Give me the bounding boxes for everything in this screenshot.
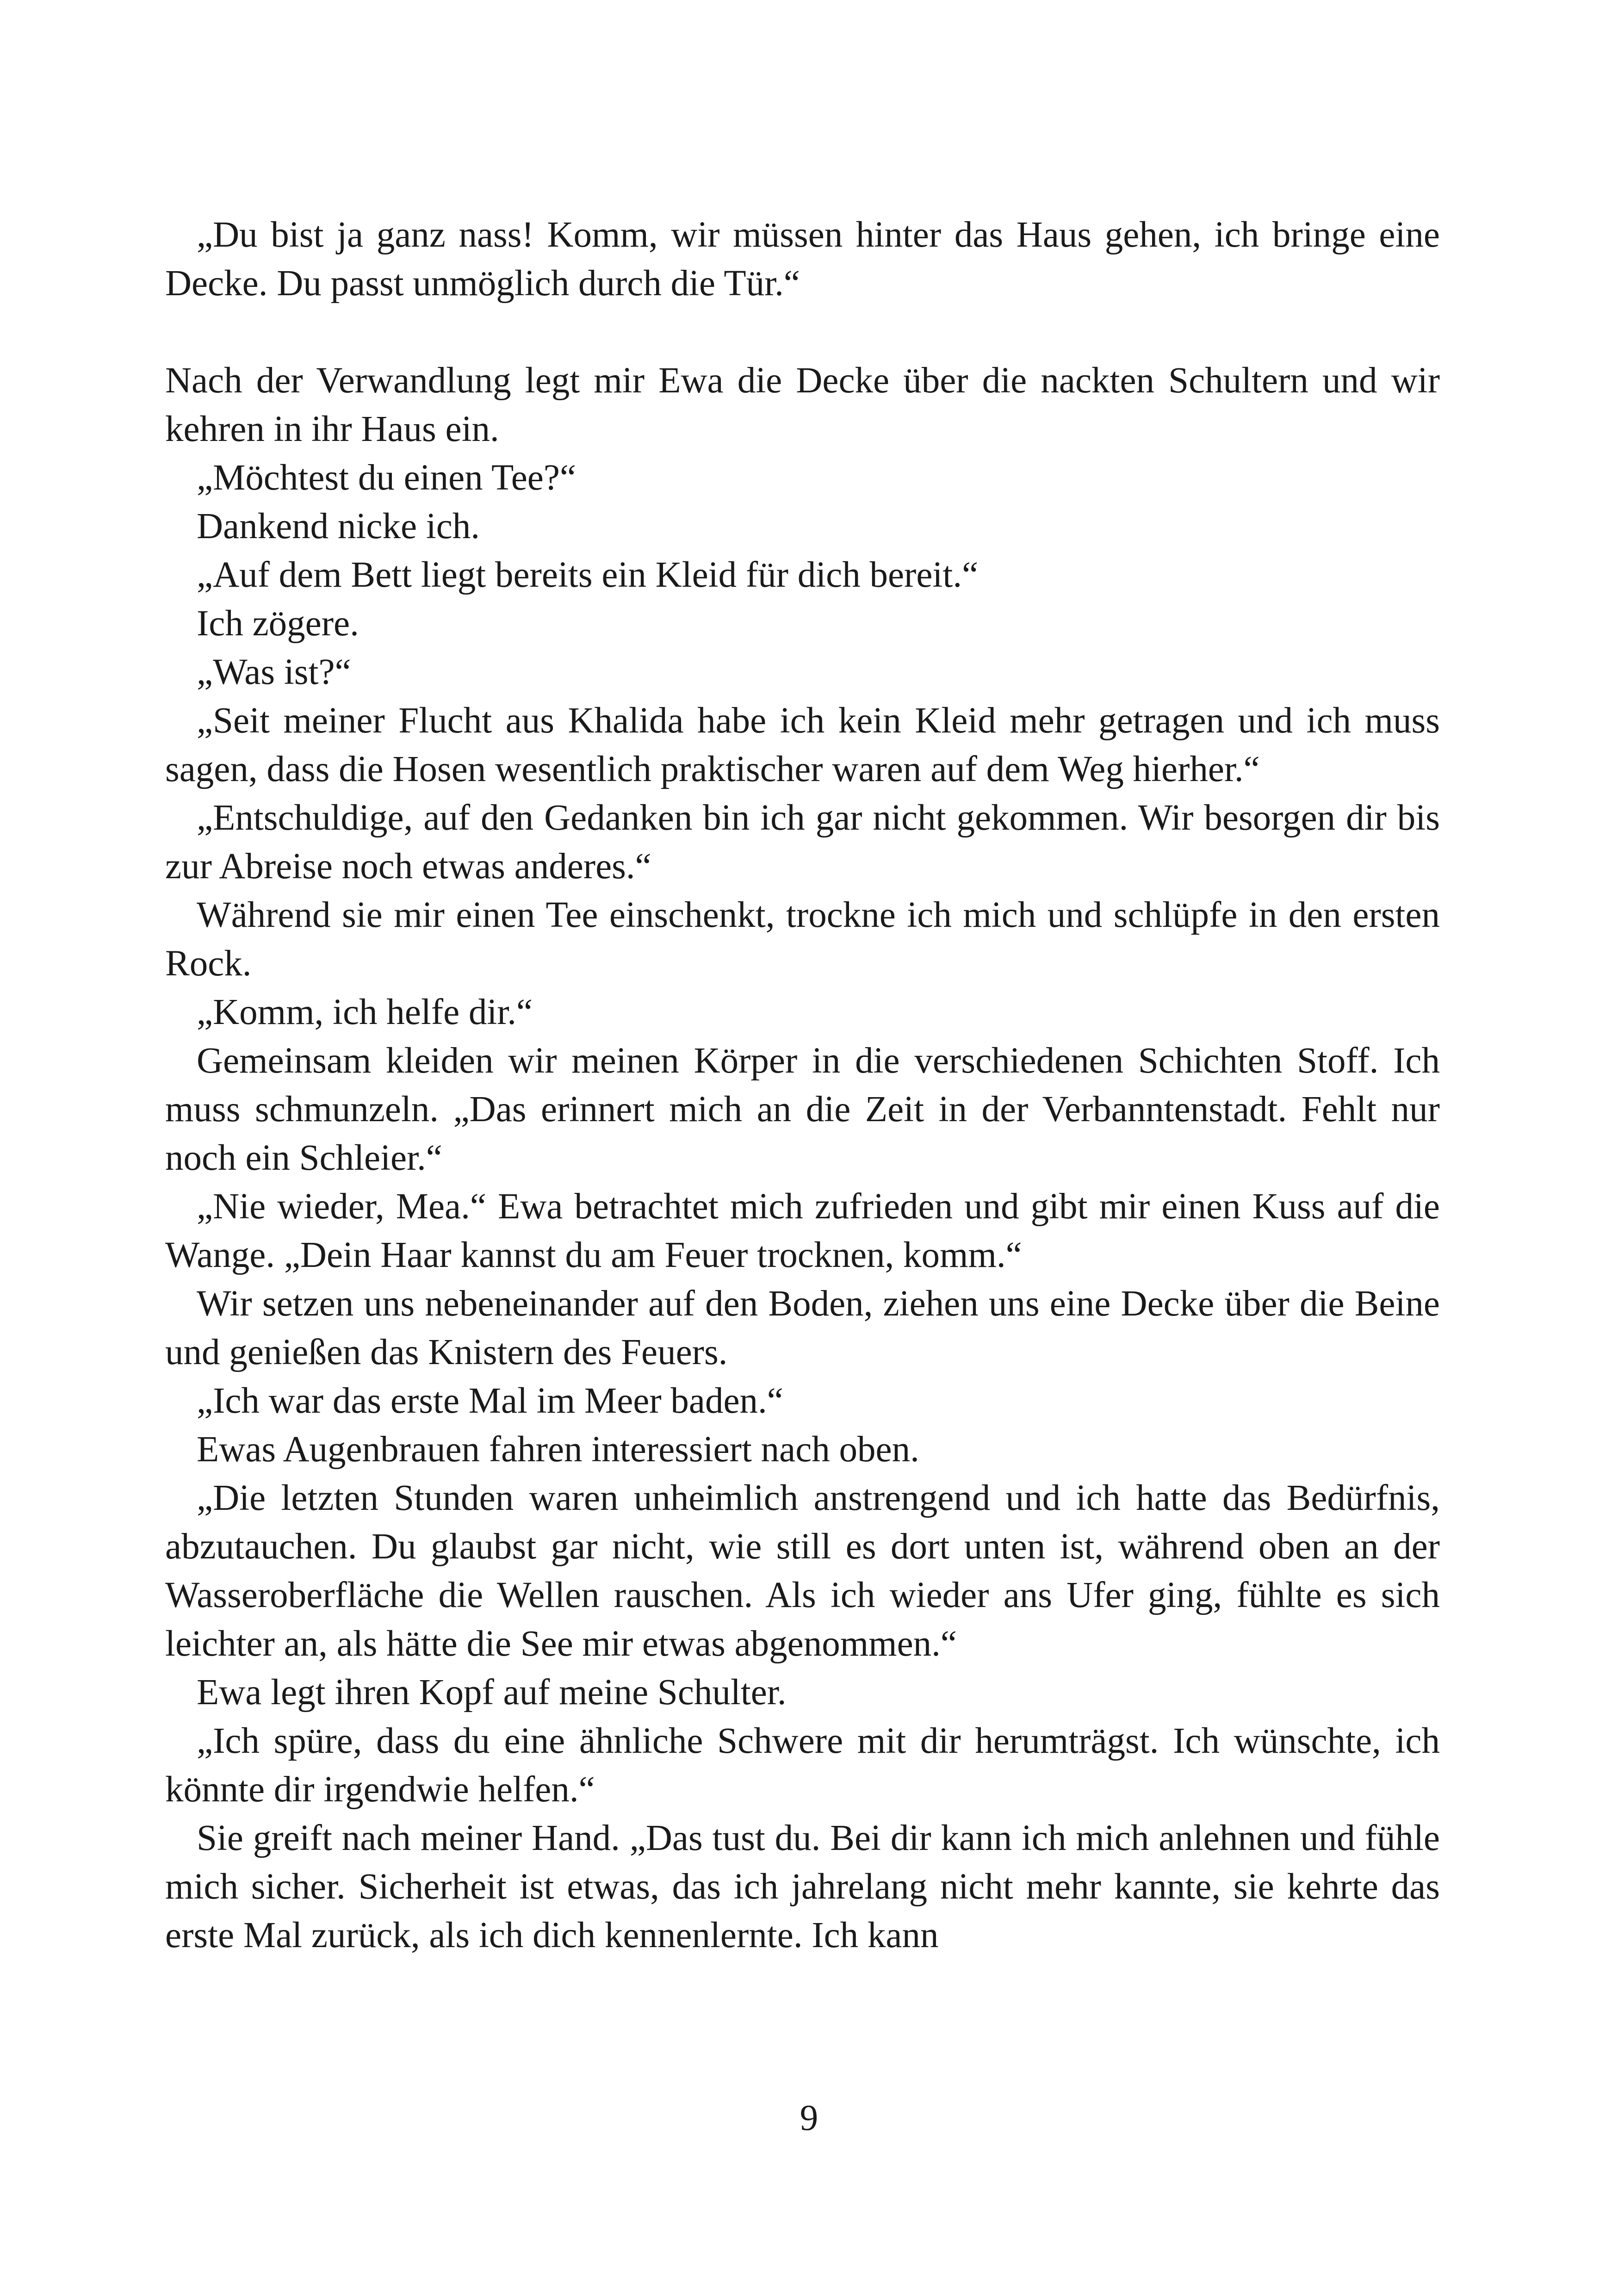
paragraph: Wir setzen uns nebeneinander auf den Boden, ziehen uns eine Decke über die Beine und genießen das Knistern des Feuers. [165, 1284, 1440, 1372]
paragraph: Dankend nicke ich. [197, 506, 480, 546]
paragraph: „Die letzten Stunden waren unheimlich anstrengend und ich hatte das Bedürfnis, abzutauchen. Du glaubst gar nicht, wie still es dort unten ist, während oben an der Wasseroberfläche die Wellen rauschen. Als ich wieder ans Ufer ging, fühlte es sich leichter an, als hätte die See mir etwas abgenommen.“ [165, 1478, 1440, 1664]
paragraph: „Ich war das erste Mal im Meer baden.“ [197, 1381, 783, 1421]
paragraph: „Was ist?“ [197, 652, 351, 692]
page-body [165, 211, 1440, 1960]
paragraph: Ewas Augenbrauen fahren interessiert nach oben. [197, 1429, 919, 1470]
paragraph: „Du bist ja ganz nass! Komm, wir müssen hinter das Haus gehen, ich bringe eine Decke. Du passt unmöglich durch die Tür.“ [165, 215, 1440, 304]
page-number: 9 [800, 2098, 818, 2138]
paragraph: „Komm, ich helfe dir.“ [197, 992, 533, 1032]
paragraph: Ich zögere. [197, 603, 359, 644]
paragraph: „Ich spüre, dass du eine ähnliche Schwere mit dir herumträgst. Ich wünschte, ich könnte dir irgendwie helfen.“ [165, 1721, 1440, 1810]
paragraph: Nach der Verwandlung legt mir Ewa die Decke über die nackten Schultern und wir kehren in ihr Haus ein. [165, 360, 1440, 449]
paragraph: Ewa legt ihren Kopf auf meine Schulter. [197, 1672, 787, 1713]
paragraph: „Seit meiner Flucht aus Khalida habe ich kein Kleid mehr getragen und ich muss sagen, dass die Hosen wesentlich praktischer waren auf dem Weg hierher.“ [165, 701, 1440, 789]
paragraph: „Nie wieder, Mea.“ Ewa betrachtet mich zufrieden und gibt mir einen Kuss auf die Wange. „Dein Haar kannst du am Feuer trocknen, komm.“ [165, 1186, 1440, 1275]
paragraph: Gemeinsam kleiden wir meinen Körper in die verschiedenen Schichten Stoff. Ich muss schmunzeln. „Das erinnert mich an die Zeit in der Verbanntenstadt. Fehlt nur noch ein Schleier.“ [165, 1041, 1440, 1178]
paragraph: „Auf dem Bett liegt bereits ein Kleid für dich bereit.“ [197, 555, 979, 595]
paragraph: Während sie mir einen Tee einschenkt, trockne ich mich und schlüpfe in den ersten Rock. [165, 895, 1440, 984]
paragraph: Sie greift nach meiner Hand. „Das tust du. Bei dir kann ich mich anlehnen und fühle mich sicher. Sicherheit ist etwas, das ich jahrelang nicht mehr kannte, sie kehrte das erste Mal zurück, als ich dich kennenlernte. Ich kann [165, 1818, 1440, 1955]
paragraph: „Entschuldige, auf den Gedanken bin ich gar nicht gekommen. Wir besorgen dir bis zur Abreise noch etwas anderes.“ [165, 798, 1440, 887]
paragraph: „Möchtest du einen Tee?“ [197, 458, 576, 498]
